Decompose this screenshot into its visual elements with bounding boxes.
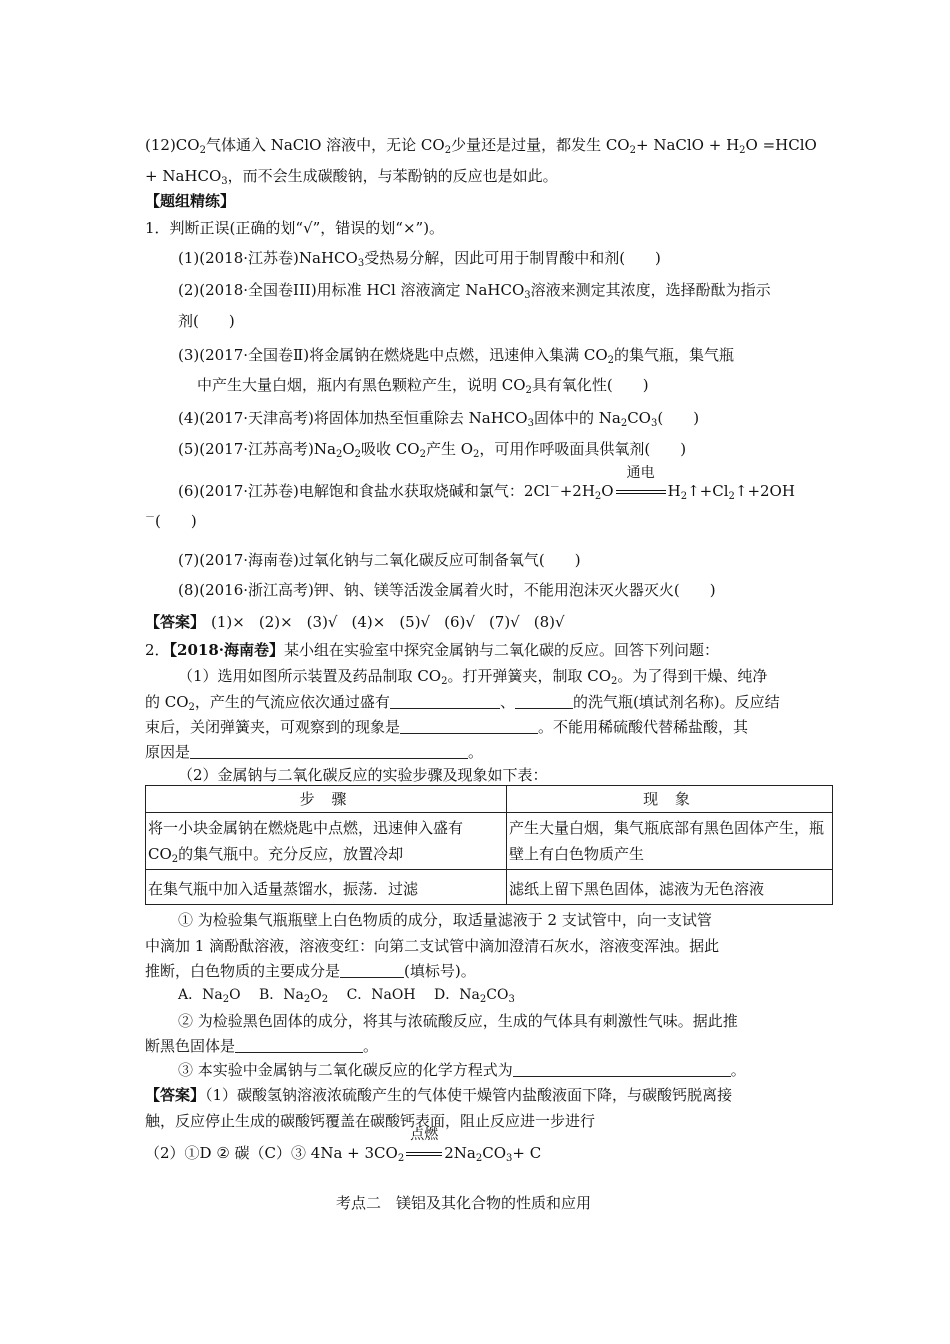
answer-blank[interactable] <box>340 962 404 978</box>
answer-blank[interactable] <box>390 693 500 709</box>
q2-sub2-line2: 断黑色固体是 。 <box>145 1037 379 1055</box>
answer-blank[interactable] <box>235 1037 363 1053</box>
heading-practice: 【题组精练】 <box>145 192 236 210</box>
q1-item-6-line2: －( ) <box>145 512 197 530</box>
q1-item-3-line2: 中产生大量白烟，瓶内有黑色颗粒产生，说明 $CO_2$具有氧化性( ) <box>197 376 649 396</box>
paragraph-12-line1: $(12)CO_2$气体通入 NaClO 溶液中，无论 $CO_2$少量还是过量，都发生 $CO_2+$ NaClO + $H_2O$ =HClO <box>145 136 817 156</box>
answer-blank[interactable] <box>513 1061 731 1077</box>
answer-1: 【答案】 (1)× (2)× (3)√ (4)× (5)√ (6)√ (7)√ (8)√ <box>145 613 565 631</box>
q1-item-2-line1: (2)(2018·全国卷III)用标准 HCl 溶液滴定 NaHCO$_3$溶液来测定其浓度，选择酚酞为指示 <box>178 281 771 301</box>
answer-2-line3: （2）①D ② 碳（C）③ $4Na + 3CO_2$ 点燃 $2Na_2CO_3+ C$ <box>145 1127 542 1164</box>
table-header-phenomena: 现 象 <box>507 786 833 813</box>
answer-blank[interactable] <box>515 693 573 709</box>
table-row <box>146 870 833 905</box>
answer-label: 【答案】 <box>145 1086 206 1104</box>
q1-item-1: (1)(2018·江苏卷)NaHCO$_3$受热易分解，因此可用于制胃酸中和剂( ) <box>178 249 661 269</box>
q2-options: A．$Na_2O$ B．$Na_2O_2$ C．NaOH D．$Na_2CO_3$ <box>178 987 515 1005</box>
q2-sub3: ③ 本实验中金属钠与二氧化碳反应的化学方程式为 。 <box>178 1061 746 1079</box>
q2-stem: 2．【2018·海南卷】某小组在实验室中探究金属钠与二氧化碳的反应。回答下列问题： <box>145 641 720 659</box>
answer-blank[interactable] <box>400 718 538 734</box>
q1-item-4: (4)(2017·天津高考)将固体加热至恒重除去 NaHCO$_3$固体中的 $Na_2CO_3$( ) <box>178 409 700 429</box>
table-cell: 在集气瓶中加入适量蒸馏水，振荡．过滤 <box>146 870 507 905</box>
table-cell: 滤纸上留下黑色固体，滤液为无色溶液 <box>507 870 833 905</box>
electrolysis-condition: 通电 <box>616 481 666 501</box>
q2-sub1-line3: 推断，白色物质的主要成分是 (填标号)。 <box>145 962 476 980</box>
table-header-steps: 步 骤 <box>146 786 507 813</box>
q2-part1-line2: 的 $CO_2$，产生的气流应依次通过盛有 、 的洗气瓶(填试剂名称)。反应结 <box>145 693 780 713</box>
q2-sub1-line1: ① 为检验集气瓶瓶壁上白色物质的成分，取适量滤液于 2 支试管中，向一支试管 <box>178 911 712 929</box>
q1-item-3-line1: (3)(2017·全国卷Ⅱ)将金属钠在燃烧匙中点燃，迅速伸入集满 $CO_2$的集气瓶，集气瓶 <box>178 346 735 366</box>
q2-part2-intro: （2）金属钠与二氧化碳反应的实验步骤及现象如下表： <box>178 766 548 784</box>
q1-stem: 1．判断正误(正确的划“√”，错误的划“×”)。 <box>145 219 445 237</box>
q1-item-7: (7)(2017·海南卷)过氧化钠与二氧化碳反应可制备氧气( ) <box>178 551 581 569</box>
q2-part1-line3: 束后，关闭弹簧夹，可观察到的现象是 。不能用稀硫酸代替稀盐酸，其 <box>145 718 749 736</box>
q2-part1-line4: 原因是 。 <box>145 743 484 761</box>
q2-sub2-line1: ② 为检验黑色固体的成分，将其与浓硫酸反应，生成的气体具有刺激性气味。据此推 <box>178 1012 738 1030</box>
table-row <box>146 813 833 870</box>
paragraph-12-line2: + NaHCO$_3$，而不会生成碳酸钠，与苯酚钠的反应也是如此。 <box>145 167 558 187</box>
table-cell: 产生大量白烟，集气瓶底部有黑色固体产生，瓶壁上有白色物质产生 <box>507 813 833 870</box>
q1-item-6-line1: (6)(2017·江苏卷)电解饱和食盐水获取烧碱和氯气：$2Cl^-+2H_2O$ 通电 $H_2↑+Cl_2↑+2OH$ <box>178 465 795 502</box>
answer-2-line1: 【答案】（1）碳酸氢钠溶液浓硫酸产生的气体使干燥管内盐酸液面下降，与碳酸钙脱离接 <box>145 1086 733 1104</box>
experiment-table <box>145 785 833 905</box>
table-cell: 将一小块金属钠在燃烧匙中点燃，迅速伸入盛有 $CO_2$的集气瓶中。充分反应，放置冷却 <box>146 813 507 870</box>
q1-item-2-line2: 剂( ) <box>178 312 235 330</box>
q1-item-5: (5)(2017·江苏高考)$Na_2O_2$吸收 $CO_2$产生 $O_2$，可用作呼吸面具供氧剂( ) <box>178 440 687 460</box>
q2-part1-line1: （1）选用如图所示装置及药品制取 $CO_2$。打开弹簧夹，制取 $CO_2$。为了得到干燥、纯净 <box>178 667 768 687</box>
q2-sub1-line2: 中滴加 1 滴酚酞溶液，溶液变红：向第二支试管中滴加澄清石灰水，溶液变浑浊。据此 <box>145 937 720 955</box>
answer-label: 【答案】 <box>145 613 206 631</box>
q1-item-8: (8)(2016·浙江高考)钾、钠、镁等活泼金属着火时，不能用泡沫灭火器灭火( ) <box>178 581 716 599</box>
answer-2-line2: 触，反应停止生成的碳酸钙覆盖在碳酸钙表面，阻止反应进一步进行 <box>145 1112 596 1130</box>
section-title: 考点二 镁铝及其化合物的性质和应用 <box>336 1194 592 1212</box>
answer-blank[interactable] <box>190 743 468 759</box>
ignition-condition: 点燃 <box>406 1143 442 1163</box>
